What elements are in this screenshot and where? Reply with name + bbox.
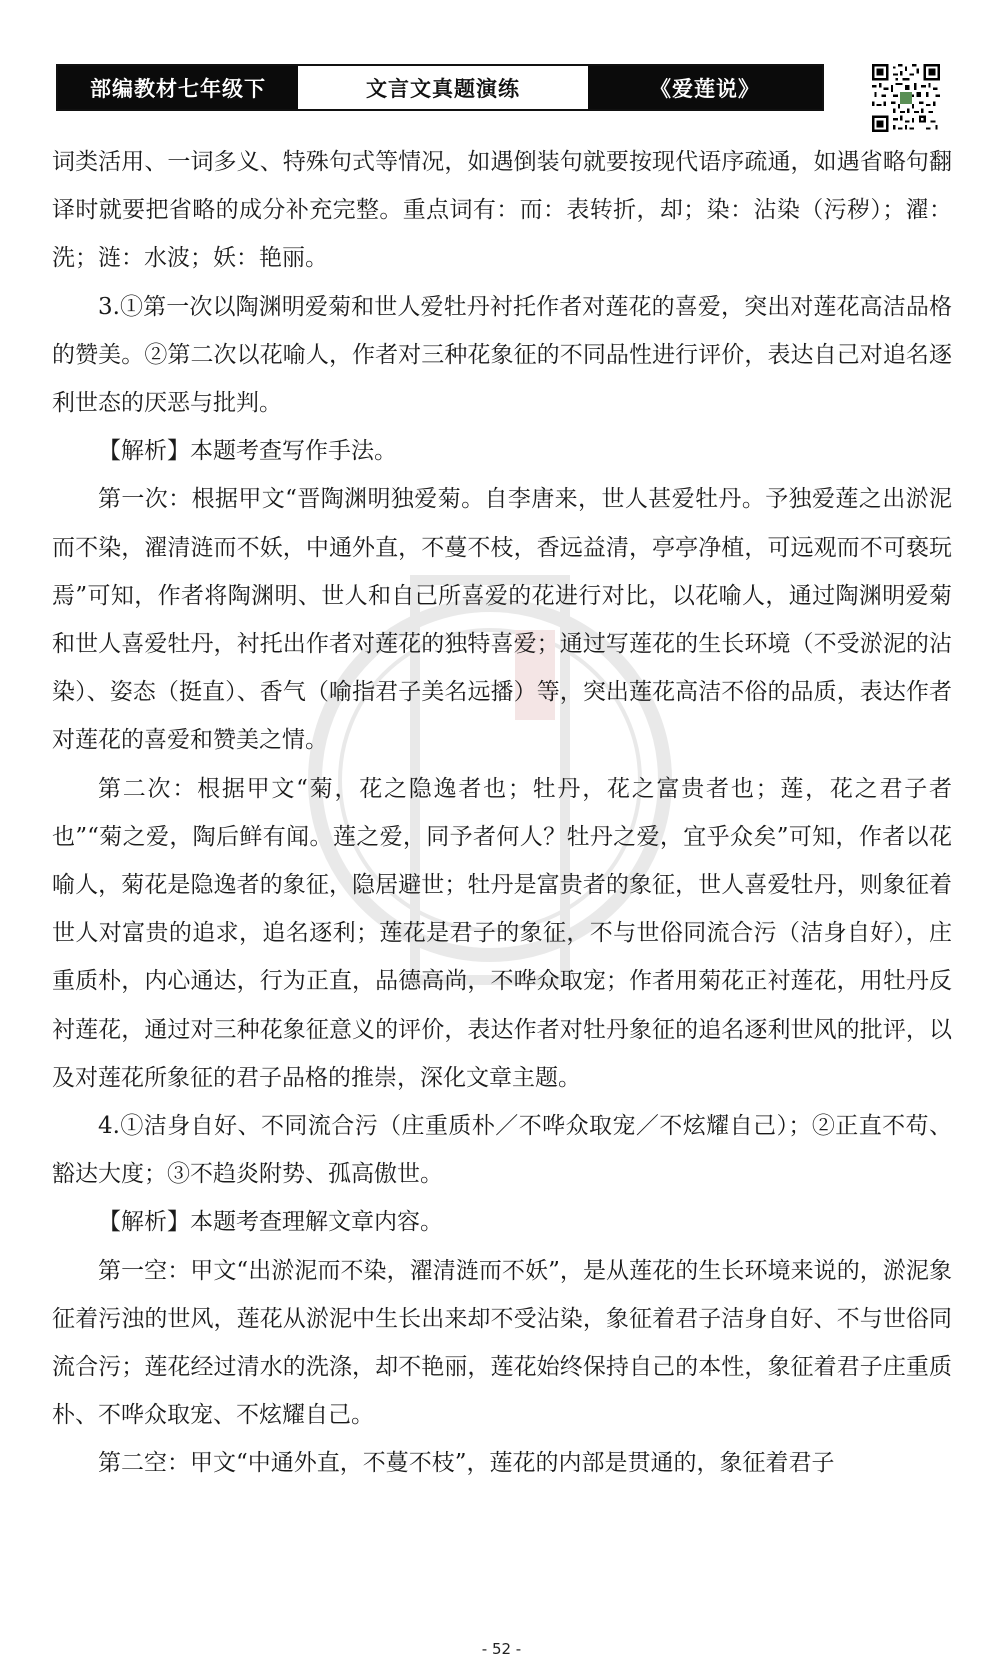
analysis-paragraph: 第二空：甲文“中通外直，不蔓不枝”，莲花的内部是贯通的，象征着君子	[98, 1450, 835, 1477]
analysis-paragraph: 【解析】本题考查理解文章内容。	[98, 1209, 443, 1236]
header-grade-label: 部编教材七年级下	[58, 66, 298, 109]
analysis-paragraph: 第二次：根据甲文“菊，花之隐逸者也；牡丹，花之富贵者也；莲，花之君子者也”“菊之爱，陶后鲜有闻。莲之爱，同予者何人？牡丹之爱，宜乎众矣”可知，作者以花喻人，菊花是隐逸者的象征，隐居避世；牡丹是富贵者的象征，世人喜爱牡丹，则象征着世人对富贵的追求，追名逐利；莲花是君子的象征，不与世俗同流合污（洁身自好），庄重质朴，内心通达，行为正直，品德高尚，不哗众取宠；作者用菊花正衬莲花，用牡丹反衬莲花，通过对三种花象征意义的评价，表达作者对牡丹象征的追名逐利世风的批评，以及对莲花所象征的君子品格的推崇，深化文章主题。	[52, 775, 952, 1091]
analysis-paragraph: 第一空：甲文“出淤泥而不染，濯清涟而不妖”，是从莲花的生长环境来说的，淤泥象征着污浊的世风，莲花从淤泥中生长出来却不受沾染，象征着君子洁身自好、不与世俗同流合污；莲花经过清水的洗涤，却不艳丽，莲花始终保持自己的本性，象征着君子庄重质朴、不哗众取宠、不炫耀自己。	[52, 1257, 952, 1429]
answer-paragraph: 4.①洁身自好、不同流合污（庄重质朴／不哗众取宠／不炫耀自己）；②正直不苟、豁达大度；③不趋炎附势、孤高傲世。	[52, 1113, 952, 1188]
answer-paragraph: 词类活用、一词多义、特殊句式等情况，如遇倒装句就要按现代语序疏通，如遇省略句翻译时就要把省略的成分补充完整。重点词有：而：表转折，却；染：沾染（污秽）；濯：洗；涟：水波；妖：艳丽。	[52, 149, 952, 272]
document-header	[56, 64, 824, 111]
qr-code-icon	[872, 64, 940, 132]
analysis-paragraph: 【解析】本题考查写作手法。	[98, 438, 397, 465]
answer-paragraph: 3.①第一次以陶渊明爱菊和世人爱牡丹衬托作者对莲花的喜爱，突出对莲花高洁品格的赞美。②第二次以花喻人，作者对三种花象征的不同品性进行评价，表达自己对追名逐利世态的厌恶与批判。	[52, 293, 952, 417]
page-number: - 52 -	[481, 1640, 522, 1658]
analysis-paragraph: 第一次：根据甲文“晋陶渊明独爱菊。自李唐来，世人甚爱牡丹。予独爱莲之出淤泥而不染，濯清涟而不妖，中通外直，不蔓不枝，香远益清，亭亭净植，可远观而不可亵玩焉”可知，作者将陶渊明、世人和自己所喜爱的花进行对比，以花喻人，通过陶渊明爱菊和世人喜爱牡丹，衬托出作者对莲花的独特喜爱；通过写莲花的生长环境（不受淤泥的沾染）、姿态（挺直）、香气（喻指君子美名远播）等，突出莲花高洁不俗的品质，表达作者对莲花的喜爱和赞美之情。	[52, 486, 952, 754]
header-lesson-title: 《爱莲说》	[588, 66, 822, 109]
header-section-title: 文言文真题演练	[298, 66, 588, 109]
answer-body	[52, 138, 952, 1488]
